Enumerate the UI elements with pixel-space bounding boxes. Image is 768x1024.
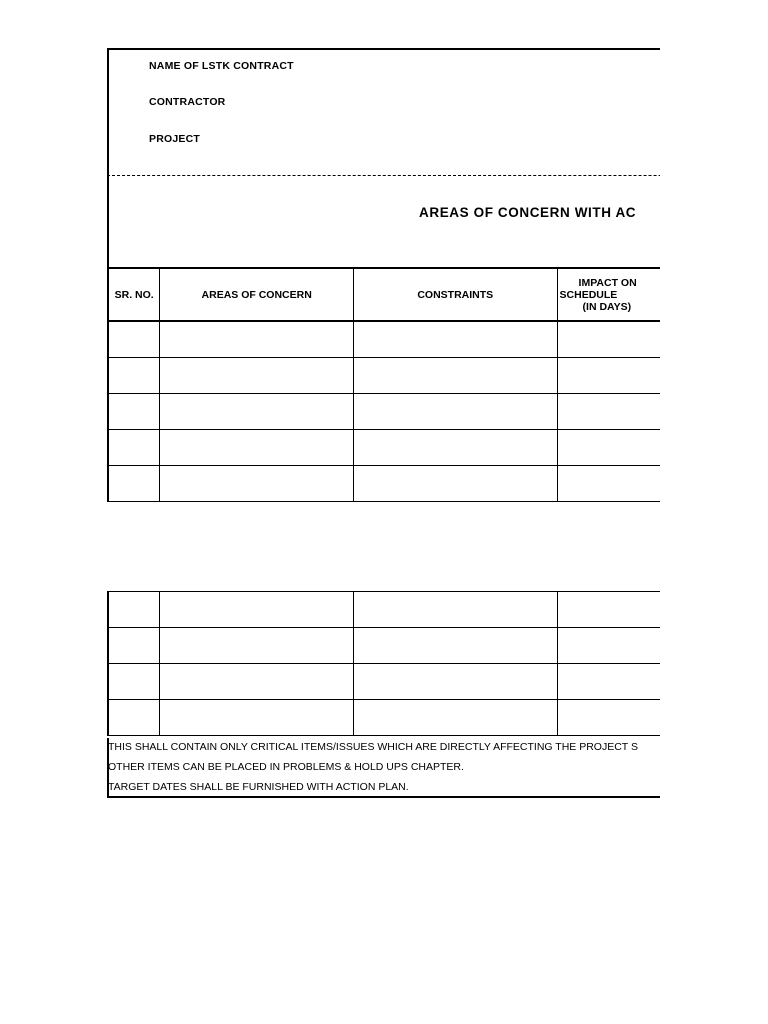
table-header-row [108,268,660,321]
note-line-3: TARGET DATES SHALL BE FURNISHED WITH ACTION PLAN. [108,781,409,793]
impact-label-line3: (IN DAYS) [582,300,632,313]
cell-constraint[interactable] [353,321,557,358]
note-line-2: OTHER ITEMS CAN BE PLACED IN PROBLEMS & HOLD UPS CHAPTER. [108,761,464,773]
table-row [108,394,660,430]
cell-impact[interactable] [557,592,660,628]
report-form [107,48,660,798]
cell-impact[interactable] [557,466,660,502]
cell-impact[interactable] [557,664,660,700]
cell-area[interactable] [160,430,354,466]
dashed-divider [107,175,660,176]
cell-sr-no[interactable] [108,466,160,502]
cell-sr-no[interactable] [108,628,160,664]
cell-impact[interactable] [557,358,660,394]
cell-area[interactable] [160,664,354,700]
concerns-table-continued [107,591,660,736]
cell-sr-no[interactable] [108,430,160,466]
cell-sr-no[interactable] [108,592,160,628]
cell-sr-no[interactable] [108,700,160,736]
cell-constraint[interactable] [353,592,557,628]
cell-area[interactable] [160,321,354,358]
cell-constraint[interactable] [353,664,557,700]
table-row [108,664,660,700]
notes-block [107,738,660,798]
cell-area[interactable] [160,358,354,394]
cell-area[interactable] [160,466,354,502]
table-row [108,628,660,664]
cell-constraint[interactable] [353,700,557,736]
project-label: PROJECT [149,133,200,145]
cell-constraint[interactable] [353,394,557,430]
col-constraints: CONSTRAINTS [353,268,557,321]
table-row [108,700,660,736]
impact-label-line1: IMPACT ON [578,276,637,289]
impact-label-line2: SCHEDULE [559,288,618,301]
cell-area[interactable] [160,592,354,628]
contractor-label: CONTRACTOR [149,96,226,108]
cell-area[interactable] [160,628,354,664]
cell-sr-no[interactable] [108,321,160,358]
form-left-border [107,48,109,267]
form-top-border [107,48,660,50]
col-impact-on-schedule [557,268,660,321]
table-row [108,321,660,358]
contract-name-label: NAME OF LSTK CONTRACT [149,60,294,72]
cell-area[interactable] [160,394,354,430]
cell-impact[interactable] [557,321,660,358]
cell-area[interactable] [160,700,354,736]
page-title: AREAS OF CONCERN WITH AC [419,205,637,220]
cell-constraint[interactable] [353,358,557,394]
cell-sr-no[interactable] [108,394,160,430]
cell-constraint[interactable] [353,430,557,466]
cell-impact[interactable] [557,430,660,466]
cell-impact[interactable] [557,700,660,736]
col-areas-of-concern: AREAS OF CONCERN [160,268,354,321]
cell-impact[interactable] [557,394,660,430]
cell-impact[interactable] [557,628,660,664]
cell-constraint[interactable] [353,466,557,502]
col-sr-no: SR. NO. [108,268,160,321]
concerns-table [107,267,660,502]
cell-sr-no[interactable] [108,664,160,700]
table-row [108,466,660,502]
note-line-1: THIS SHALL CONTAIN ONLY CRITICAL ITEMS/ISSUES WHICH ARE DIRECTLY AFFECTING THE PROJECT S [108,741,638,753]
table-row [108,592,660,628]
table-row [108,358,660,394]
table-row [108,430,660,466]
cell-constraint[interactable] [353,628,557,664]
form-bottom-border [107,796,660,798]
cell-sr-no[interactable] [108,358,160,394]
